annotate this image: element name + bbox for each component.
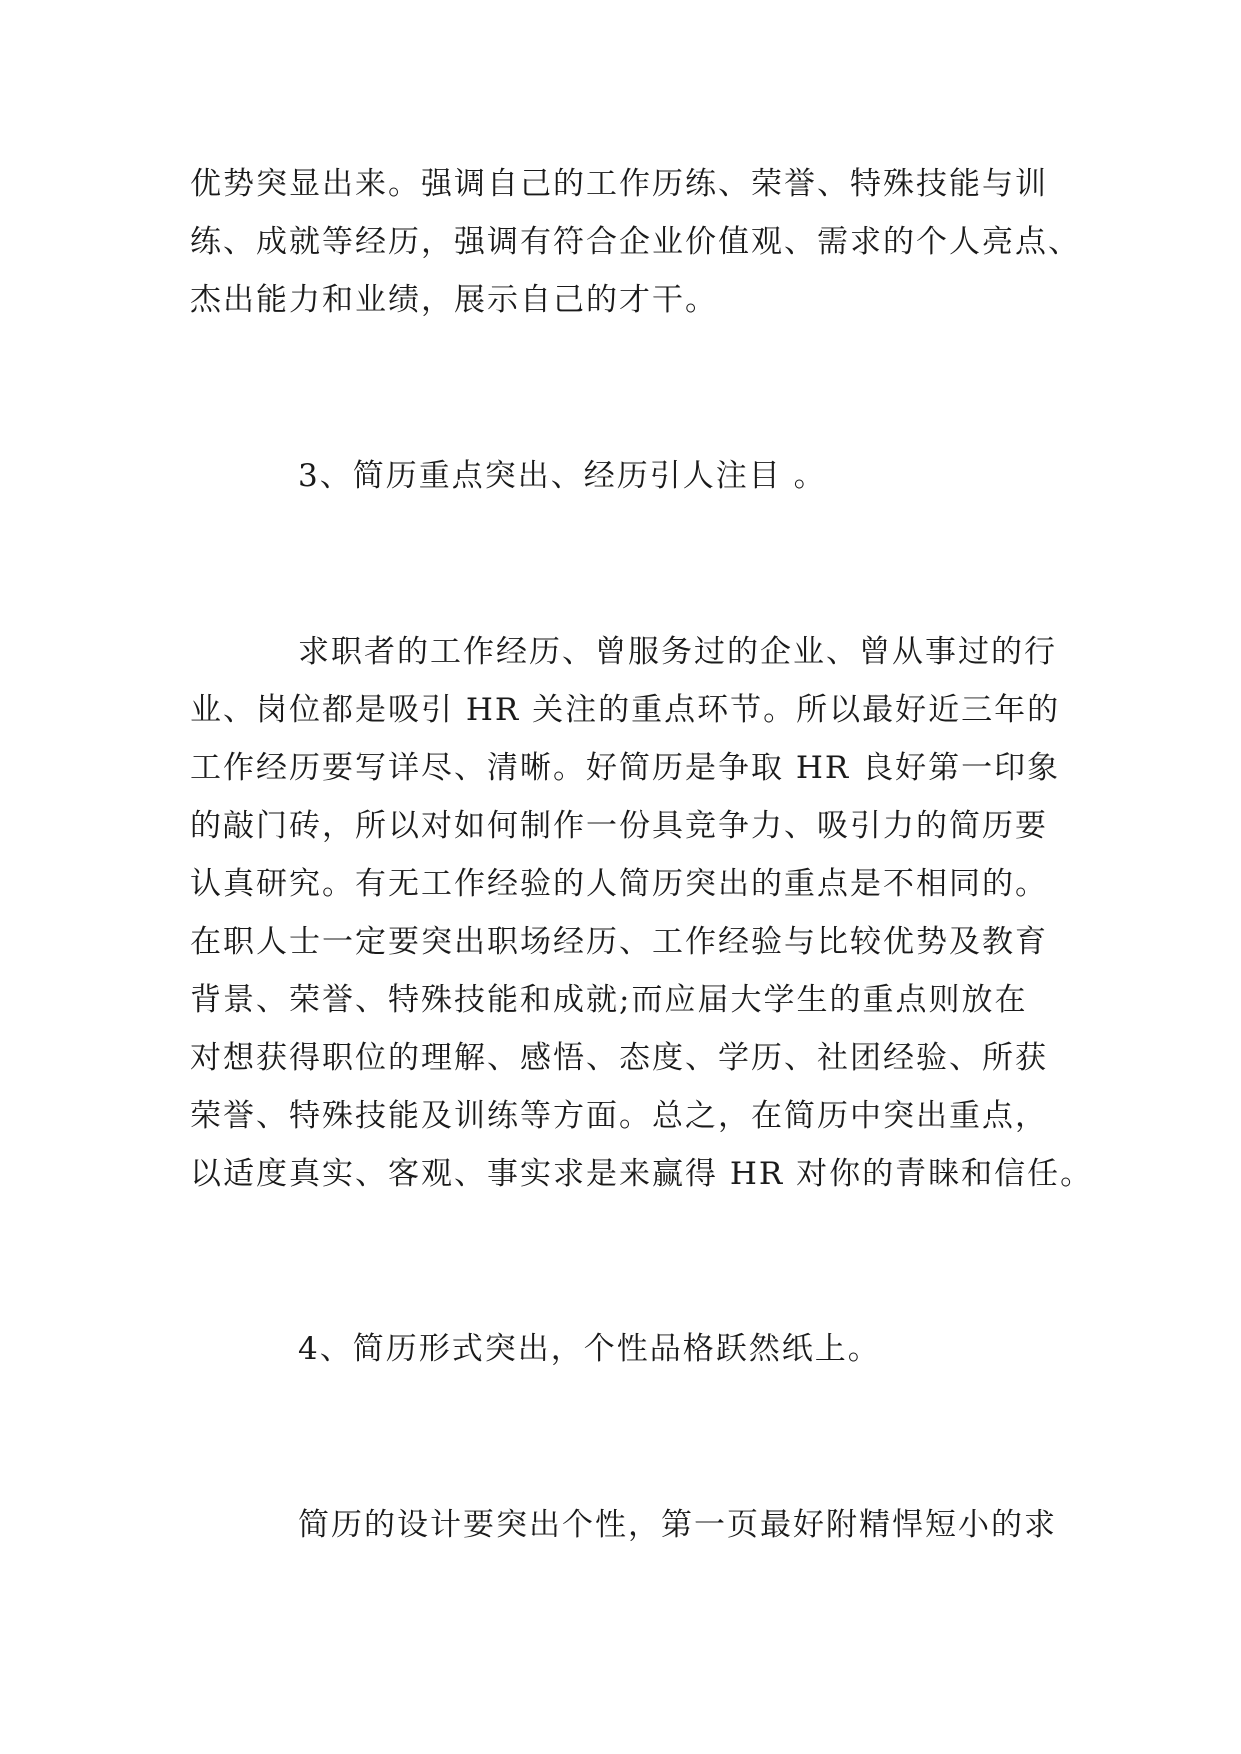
paragraph-1-line-1: 优势突显出来。强调自己的工作历练、荣誉、特殊技能与训: [190, 166, 1048, 202]
paragraph-2-line-7: 背景、荣誉、特殊技能和成就;而应届大学生的重点则放在: [190, 982, 1028, 1018]
paragraph-2-line-9: 荣誉、特殊技能及训练等方面。总之，在简历中突出重点，: [190, 1098, 1048, 1134]
paragraph-2-line-3: 工作经历要写详尽、清晰。好简历是争取 HR 良好第一印象: [190, 750, 1061, 786]
paragraph-3-line-1: 简历的设计要突出个性，第一页最好附精悍短小的求: [298, 1507, 1057, 1543]
paragraph-2-line-4: 的敲门砖，所以对如何制作一份具竞争力、吸引力的简历要: [190, 808, 1048, 844]
paragraph-2-line-8: 对想获得职位的理解、感悟、态度、学历、社团经验、所获: [190, 1040, 1048, 1076]
paragraph-2-line-5: 认真研究。有无工作经验的人简历突出的重点是不相同的。: [190, 866, 1048, 902]
paragraph-2-line-1: 求职者的工作经历、曾服务过的企业、曾从事过的行: [298, 634, 1057, 670]
section-heading-4: 4、简历形式突出，个性品格跃然纸上。: [298, 1331, 881, 1367]
paragraph-2-line-2: 业、岗位都是吸引 HR 关注的重点环节。所以最好近三年的: [190, 692, 1061, 728]
paragraph-1-line-3: 杰出能力和业绩，展示自己的才干。: [190, 282, 718, 318]
paragraph-1-line-2: 练、成就等经历，强调有符合企业价值观、需求的个人亮点、: [190, 224, 1081, 260]
paragraph-2-line-10: 以适度真实、客观、事实求是来赢得 HR 对你的青睐和信任。: [190, 1156, 1094, 1192]
paragraph-2-line-6: 在职人士一定要突出职场经历、工作经验与比较优势及教育: [190, 924, 1048, 960]
section-heading-3: 3、简历重点突出、经历引人注目 。: [298, 458, 827, 494]
